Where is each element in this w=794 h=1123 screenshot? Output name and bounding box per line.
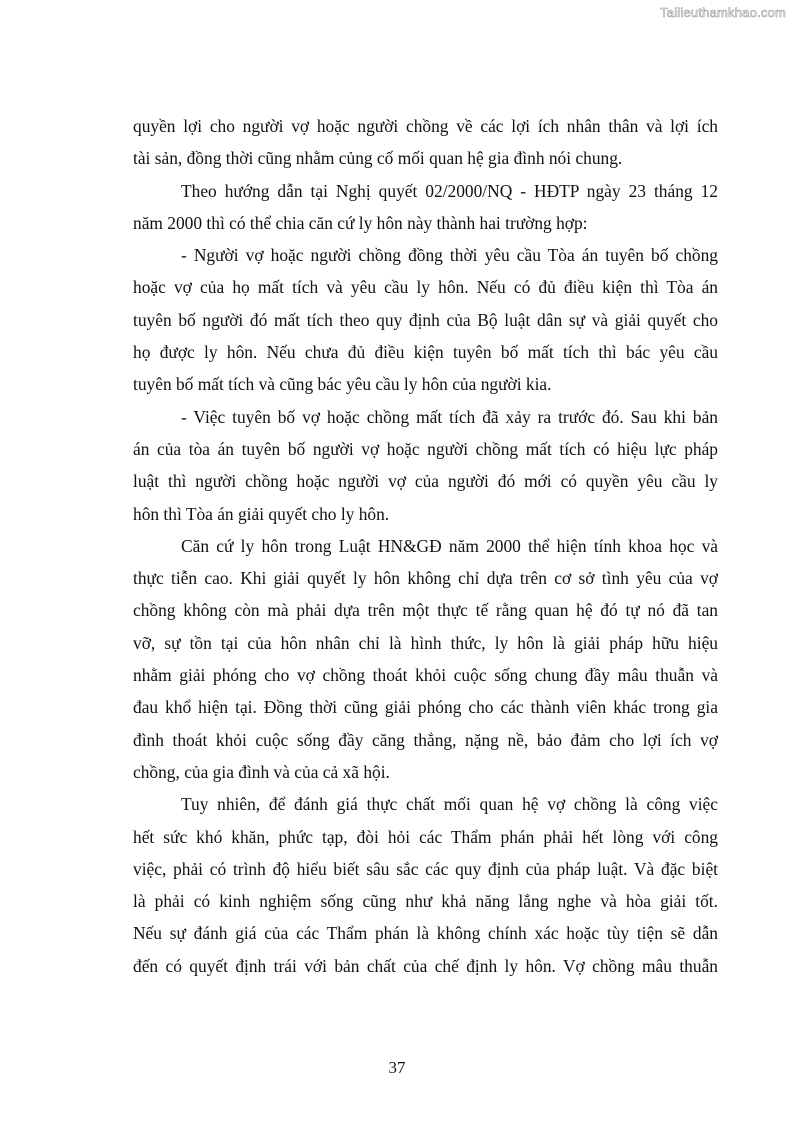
text-line: năm 2000 thì có thể chia căn cứ ly hôn này thành hai trường hợp: (133, 212, 588, 233)
text-line: tuyên bố người đó mất tích theo quy định của Bộ luật dân sự và giải quyết cho (133, 309, 718, 330)
text-line: đến có quyết định trái với bản chất của chế định ly hôn. Vợ chồng mâu thuẫn (133, 955, 718, 976)
text-line: - Việc tuyên bố vợ hoặc chồng mất tích đã xảy ra trước đó. Sau khi bản (181, 406, 718, 427)
text-line: họ được ly hôn. Nếu chưa đủ điều kiện tuyên bố mất tích thì bác yêu cầu (133, 342, 718, 363)
text-line: thực tiễn cao. Khi giải quyết ly hôn không chỉ dựa trên cơ sở tình yêu của vợ (133, 568, 718, 589)
document-body (133, 110, 718, 982)
text-line: án của tòa án tuyên bố người vợ hoặc người chồng mất tích có hiệu lực pháp (133, 438, 718, 459)
text-line: luật thì người chồng hoặc người vợ của người đó mới có quyền yêu cầu ly (133, 471, 718, 492)
text-line: đau khổ hiện tại. Đồng thời cũng giải phóng cho các thành viên khác trong gia (133, 697, 718, 718)
text-line: chồng, của gia đình và của cả xã hội. (133, 761, 390, 782)
text-line: Tuy nhiên, để đánh giá thực chất mối quan hệ vợ chồng là công việc (181, 794, 718, 815)
text-line: hết sức khó khăn, phức tạp, đòi hỏi các Thẩm phán phải hết lòng với công (133, 826, 718, 847)
text-line: Nếu sự đánh giá của các Thẩm phán là không chính xác hoặc tùy tiện sẽ dẫn (133, 923, 718, 944)
text-line: đình thoát khỏi cuộc sống đầy căng thẳng, nặng nề, bảo đảm cho lợi ích vợ (133, 729, 718, 750)
text-line: nhằm giải phóng cho vợ chồng thoát khỏi cuộc sống chung đầy mâu thuẫn và (133, 665, 718, 686)
text-line: chồng không còn mà phải dựa trên một thực tế rằng quan hệ đó tự nó đã tan (133, 600, 718, 621)
text-line: việc, phải có trình độ hiểu biết sâu sắc các quy định của pháp luật. Và đặc biệt (133, 858, 718, 879)
text-line: tuyên bố mất tích và cũng bác yêu cầu ly hôn của người kia. (133, 374, 552, 395)
text-line: là phải có kinh nghiệm sống cũng như khả năng lắng nghe và hòa giải tốt. (133, 891, 718, 912)
text-line: vỡ, sự tồn tại của hôn nhân chỉ là hình thức, ly hôn là giải pháp hữu hiệu (133, 632, 718, 653)
page-number: 37 (388, 1058, 406, 1077)
text-line: - Người vợ hoặc người chồng đồng thời yêu cầu Tòa án tuyên bố chồng (181, 245, 718, 266)
text-line: Theo hướng dẫn tại Nghị quyết 02/2000/NQ - HĐTP ngày 23 tháng 12 (181, 180, 718, 201)
text-line: tài sản, đồng thời cũng nhằm củng cố mối quan hệ gia đình nói chung. (133, 148, 623, 169)
text-line: quyền lợi cho người vợ hoặc người chồng về các lợi ích nhân thân và lợi ích (133, 116, 718, 136)
text-line: hoặc vợ của họ mất tích và yêu cầu ly hôn. Nếu có đủ điều kiện thì Tòa án (133, 277, 718, 298)
text-line: hôn thì Tòa án giải quyết cho ly hôn. (133, 503, 390, 524)
watermark: Tailieuthamkhao.com (660, 5, 786, 20)
text-line: Căn cứ ly hôn trong Luật HN&GĐ năm 2000 thể hiện tính khoa học và (181, 535, 718, 556)
